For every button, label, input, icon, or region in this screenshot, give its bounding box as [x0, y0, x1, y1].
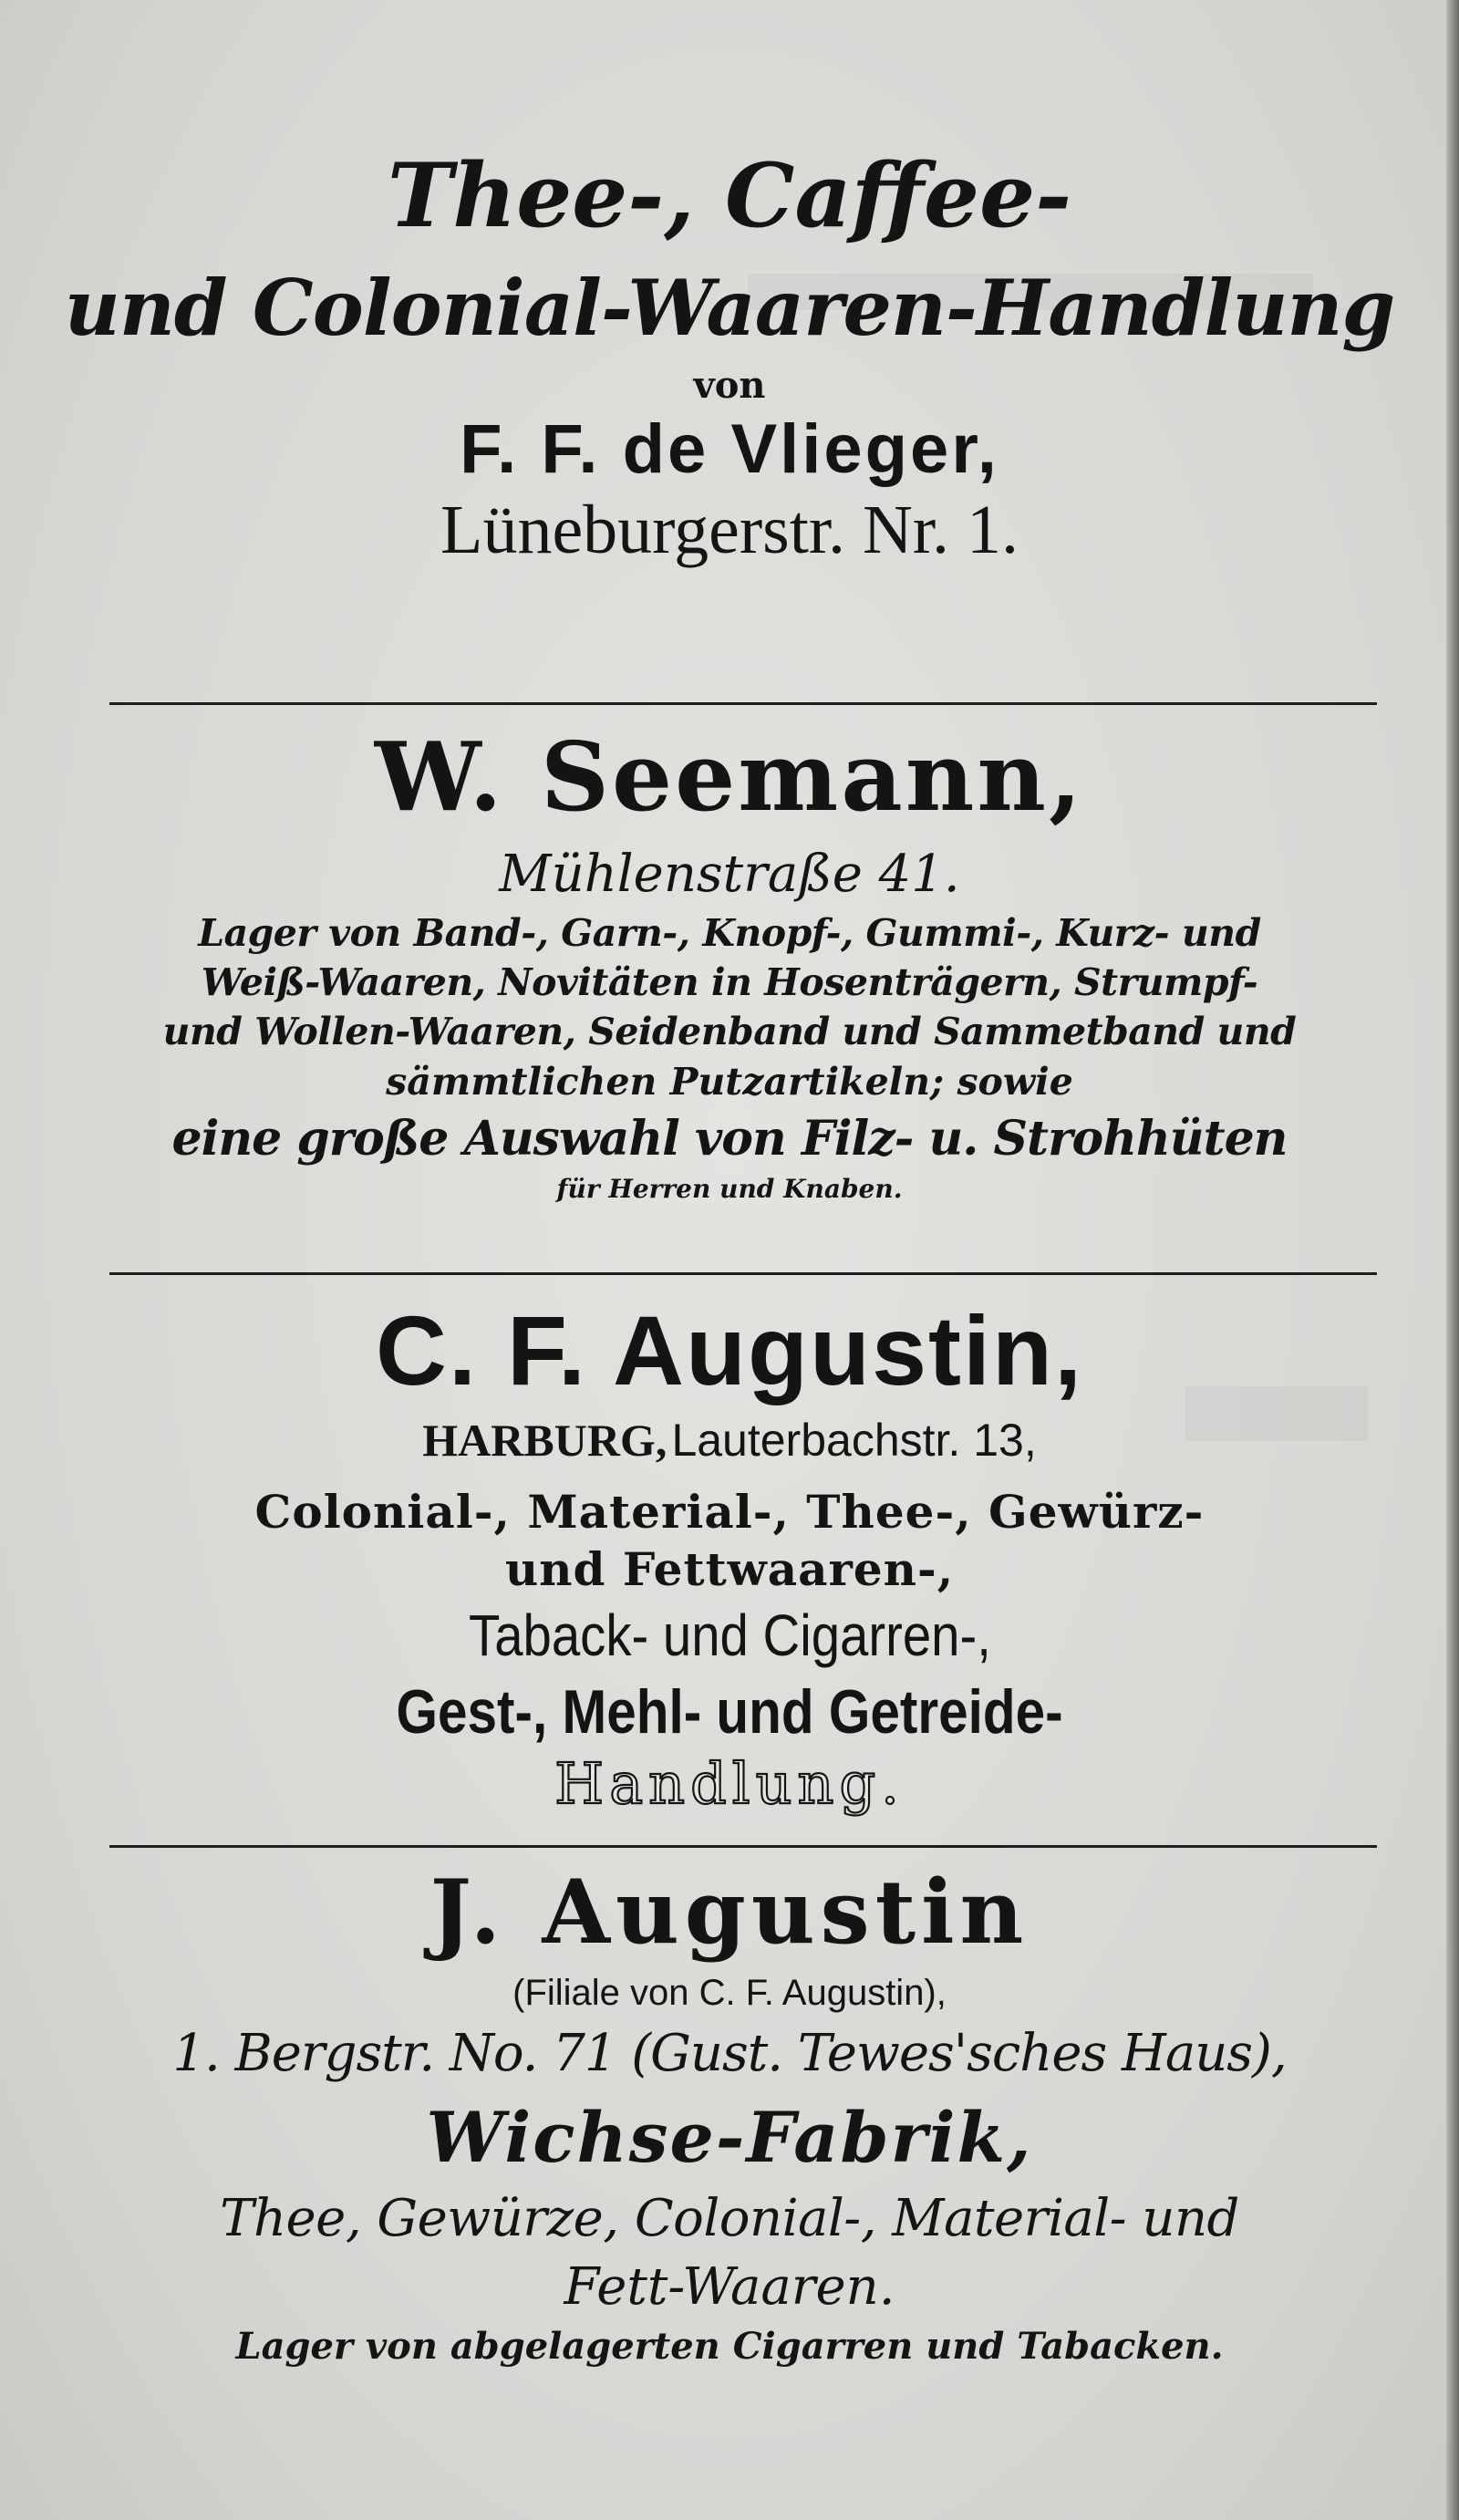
divider-1 [109, 702, 1377, 705]
ad1-address: Lüneburgerstr. Nr. 1. [440, 492, 1019, 568]
divider-2 [109, 1272, 1377, 1275]
ad2-text5: eine große Auswahl von Filz- u. Strohhüten [171, 1111, 1288, 1167]
ad1-heading-line2: und Colonial-Waaren-Handlung [64, 263, 1395, 353]
ad2-name: W. Seemann, [374, 721, 1085, 833]
divider-3 [109, 1845, 1377, 1848]
ad4-text1: Thee, Gewürze, Colonial-, Material- und [220, 2189, 1239, 2248]
ad4-text2: Fett-Waaren. [564, 2257, 895, 2317]
ad-cf-augustin [0, 1293, 1459, 1817]
ad3-text3: Taback- und Cigarren-, [468, 1602, 991, 1668]
ad1-name: F. F. de Vlieger, [460, 410, 999, 488]
ad2-street: Mühlenstraße 41. [499, 845, 960, 904]
ad4-text3: Lager von abgelagerten Cigarren und Tabacken. [235, 2325, 1224, 2368]
ad3-city: HARBURG, [422, 1415, 667, 1466]
ad3-text4: Gest-, Mehl- und Getreide- [396, 1677, 1063, 1747]
ad4-address: 1. Bergstr. No. 71 (Gust. Tewes'sches Haus), [172, 2024, 1287, 2083]
ad3-text5: Handlung. [554, 1750, 905, 1817]
ad2-text2: Weiß-Waaren, Novitäten in Hosenträgern, Strumpf- [201, 960, 1258, 1004]
ad2-text1: Lager von Band-, Garn-, Knopf-, Gummi-, Kurz- und [198, 911, 1261, 955]
ad3-text2: und Fettwaaren-, [504, 1542, 955, 1596]
ad-seemann [0, 713, 1459, 1208]
ad3-street: Lauterbachstr. 13, [671, 1415, 1037, 1466]
ad1-von: von [693, 364, 766, 407]
ad1-heading-line1: Thee-, Caffee- [387, 144, 1072, 247]
ad-de-vlieger [0, 137, 1459, 572]
ad4-factory: Wichse-Fabrik, [426, 2097, 1033, 2178]
ad2-text4: sämmtlichen Putzartikeln; sowie [386, 1060, 1073, 1104]
ad2-text3: und Wollen-Waaren, Seidenband und Sammetband und [162, 1010, 1297, 1053]
ad-j-augustin [0, 1856, 1459, 2372]
ad2-text6: für Herren und Knaben. [556, 1174, 903, 1204]
ad3-name: C. F. Augustin, [376, 1295, 1083, 1405]
ad3-address-line [422, 1408, 1036, 1483]
ad3-text1: Colonial-, Material-, Thee-, Gewürz- [254, 1485, 1205, 1539]
ad4-name: J. Augustin [429, 1861, 1030, 1964]
ad4-branch: (Filiale von C. F. Augustin), [512, 1973, 947, 2013]
